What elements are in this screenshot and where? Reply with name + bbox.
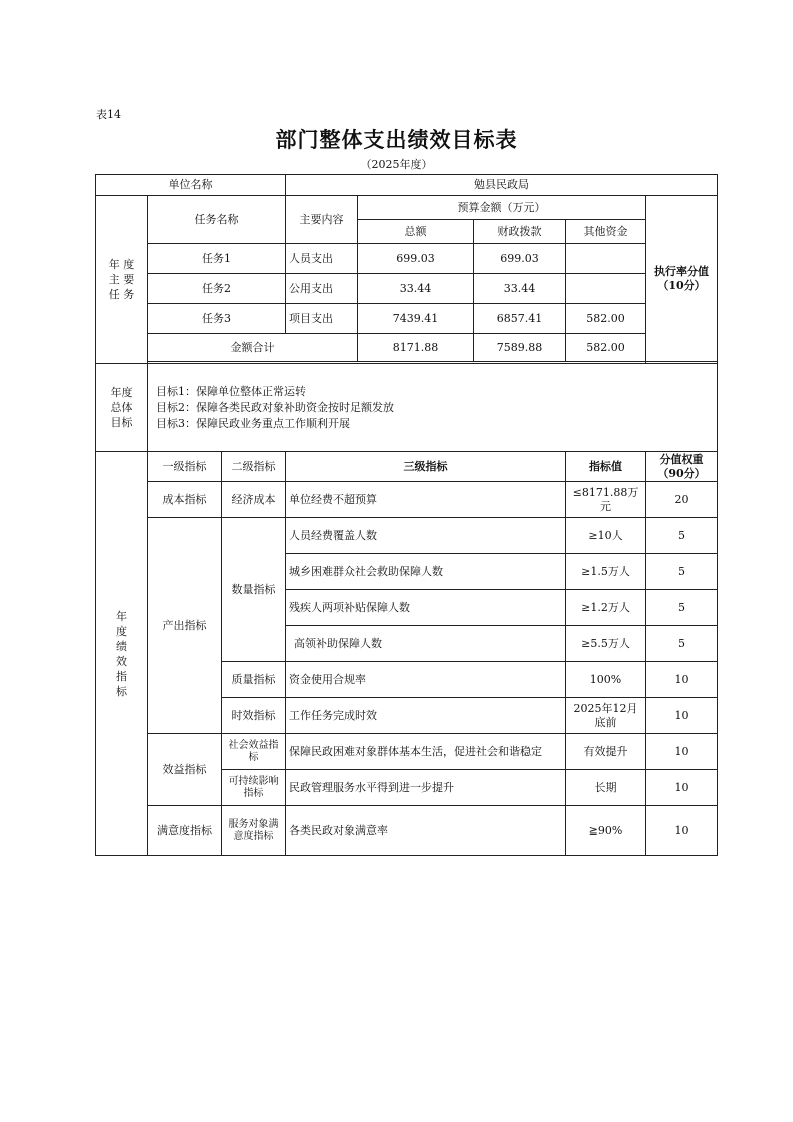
task-content-header: 主要内容 bbox=[286, 196, 358, 244]
exec-rate-score: 执行率分值 （10分） bbox=[646, 196, 718, 362]
indicator-value: ≥10人 bbox=[566, 518, 646, 554]
indicator-value: 2025年12月底前 bbox=[566, 698, 646, 734]
indicator-value: ≧90% bbox=[566, 806, 646, 856]
task-content: 公用支出 bbox=[286, 274, 358, 304]
indicator-value: ≥1.2万人 bbox=[566, 590, 646, 626]
table-number: 表14 bbox=[96, 108, 121, 121]
goal-item: 目标3：保障民政业务重点工作顺利开展 bbox=[156, 416, 350, 430]
task-total: 699.03 bbox=[358, 244, 474, 274]
level3-indicator: 高领补助保障人数 bbox=[286, 626, 566, 662]
indicator-value: ≤8171.88万元 bbox=[566, 482, 646, 518]
level2-indicator: 数量指标 bbox=[222, 518, 286, 662]
task-row bbox=[96, 244, 718, 274]
unit-row bbox=[96, 175, 718, 196]
task-fiscal: 33.44 bbox=[474, 274, 566, 304]
task-total: 7439.41 bbox=[358, 304, 474, 334]
other-funds-header: 其他资金 bbox=[566, 220, 646, 244]
level2-indicator: 经济成本 bbox=[222, 482, 286, 518]
indicator-weight: 5 bbox=[646, 626, 718, 662]
indicator-weight: 10 bbox=[646, 698, 718, 734]
indicator-row bbox=[96, 734, 718, 770]
task-other: 582.00 bbox=[566, 304, 646, 334]
performance-table bbox=[95, 174, 718, 856]
indicator-row bbox=[96, 806, 718, 856]
level3-indicator: 保障民政困难对象群体基本生活，促进社会和谐稳定 bbox=[286, 734, 566, 770]
fiscal-year: （2025年度） bbox=[360, 158, 433, 171]
goal-item: 目标1：保障单位整体正常运转 bbox=[156, 384, 306, 398]
page-title: 部门整体支出绩效目标表 bbox=[275, 128, 518, 152]
level2-indicator: 质量指标 bbox=[222, 662, 286, 698]
indicator-weight: 5 bbox=[646, 518, 718, 554]
level1-indicator: 产出指标 bbox=[148, 518, 222, 734]
indicator-weight: 10 bbox=[646, 770, 718, 806]
goal-item: 目标2：保障各类民政对象补助资金按时足额发放 bbox=[156, 400, 394, 414]
task-other bbox=[566, 274, 646, 304]
task-content: 项目支出 bbox=[286, 304, 358, 334]
task-name: 任务3 bbox=[148, 304, 286, 334]
unit-name-value: 勉县民政局 bbox=[286, 175, 718, 196]
level3-indicator: 工作任务完成时效 bbox=[286, 698, 566, 734]
indicator-value: ≥5.5万人 bbox=[566, 626, 646, 662]
indicator-weight: 5 bbox=[646, 554, 718, 590]
level1-indicator: 成本指标 bbox=[148, 482, 222, 518]
level2-indicator: 服务对象满意度指标 bbox=[222, 806, 286, 856]
task-other bbox=[566, 244, 646, 274]
level3-indicator: 残疾人两项补贴保障人数 bbox=[286, 590, 566, 626]
indicator-weight: 5 bbox=[646, 590, 718, 626]
task-fiscal: 699.03 bbox=[474, 244, 566, 274]
indicator-header-row bbox=[96, 452, 718, 482]
indicator-row bbox=[96, 518, 718, 554]
indicator-weight: 10 bbox=[646, 734, 718, 770]
budget-header: 预算金额（万元） bbox=[358, 196, 646, 220]
level3-indicator: 单位经费不超预算 bbox=[286, 482, 566, 518]
indicator-weight: 10 bbox=[646, 806, 718, 856]
sum-label: 金额合计 bbox=[148, 334, 358, 362]
level3-header: 三级指标 bbox=[286, 452, 566, 482]
task-row bbox=[96, 274, 718, 304]
total-header: 总额 bbox=[358, 220, 474, 244]
level1-indicator: 效益指标 bbox=[148, 734, 222, 806]
level2-header: 二级指标 bbox=[222, 452, 286, 482]
task-row bbox=[96, 304, 718, 334]
weight-header: 分值权重 （90分） bbox=[646, 452, 718, 482]
indicator-value: 长期 bbox=[566, 770, 646, 806]
indicator-weight: 10 bbox=[646, 662, 718, 698]
sum-other: 582.00 bbox=[566, 334, 646, 362]
level1-indicator: 满意度指标 bbox=[148, 806, 222, 856]
task-content: 人员支出 bbox=[286, 244, 358, 274]
level1-header: 一级指标 bbox=[148, 452, 222, 482]
level3-indicator: 各类民政对象满意率 bbox=[286, 806, 566, 856]
indicator-weight: 20 bbox=[646, 482, 718, 518]
indicator-value: ≥1.5万人 bbox=[566, 554, 646, 590]
task-name: 任务1 bbox=[148, 244, 286, 274]
task-name-header: 任务名称 bbox=[148, 196, 286, 244]
task-fiscal: 6857.41 bbox=[474, 304, 566, 334]
sum-total: 8171.88 bbox=[358, 334, 474, 362]
overall-goals-row bbox=[96, 364, 718, 452]
level3-indicator: 人员经费覆盖人数 bbox=[286, 518, 566, 554]
overall-goals-label: 年度 总体 目标 bbox=[96, 364, 148, 452]
sum-fiscal: 7589.88 bbox=[474, 334, 566, 362]
fiscal-header: 财政拨款 bbox=[474, 220, 566, 244]
level2-indicator: 社会效益指标 bbox=[222, 734, 286, 770]
level2-indicator: 可持续影响指标 bbox=[222, 770, 286, 806]
unit-name-label: 单位名称 bbox=[96, 175, 286, 196]
level3-indicator: 资金使用合规率 bbox=[286, 662, 566, 698]
level3-indicator: 民政管理服务水平得到进一步提升 bbox=[286, 770, 566, 806]
annual-tasks-label: 年 度 主 要 任 务 bbox=[96, 196, 148, 364]
indicator-value-header: 指标值 bbox=[566, 452, 646, 482]
level3-indicator: 城乡困难群众社会救助保障人数 bbox=[286, 554, 566, 590]
sum-row bbox=[96, 334, 718, 362]
indicator-value: 有效提升 bbox=[566, 734, 646, 770]
indicator-row bbox=[96, 482, 718, 518]
task-total: 33.44 bbox=[358, 274, 474, 304]
indicator-value: 100% bbox=[566, 662, 646, 698]
performance-indicators-label: 年 度 绩 效 指 标 bbox=[96, 452, 148, 856]
overall-goals-text bbox=[148, 364, 718, 452]
level2-indicator: 时效指标 bbox=[222, 698, 286, 734]
task-name: 任务2 bbox=[148, 274, 286, 304]
